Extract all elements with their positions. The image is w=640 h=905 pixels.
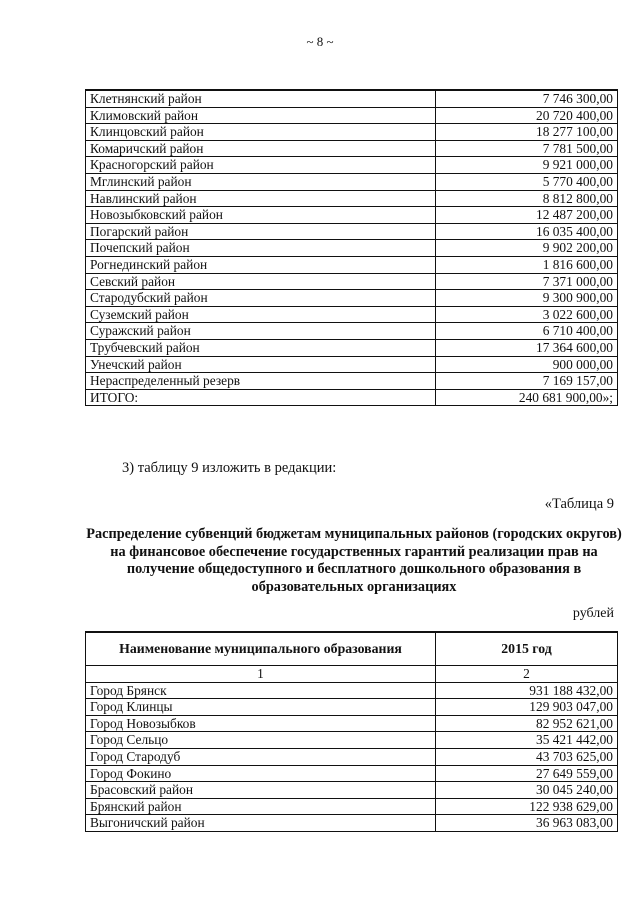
table-row [86, 207, 618, 224]
municipality-name: Навлинский район [86, 190, 436, 207]
column-number-2: 2 [436, 666, 618, 683]
municipality-name: Погарский район [86, 223, 436, 240]
table-row [86, 748, 618, 765]
municipality-name: Рогнединский район [86, 256, 436, 273]
table-row [86, 765, 618, 782]
table2-column-numbers-row [86, 666, 618, 683]
table-row [86, 124, 618, 141]
table-row [86, 782, 618, 799]
municipality-name: Город Новозыбков [86, 715, 436, 732]
table-row [86, 140, 618, 157]
table2-body [86, 682, 618, 831]
amount-value: 35 421 442,00 [436, 732, 618, 749]
amount-value: 17 364 600,00 [436, 339, 618, 356]
table-row [86, 699, 618, 716]
amount-value: 8 812 800,00 [436, 190, 618, 207]
table-row [86, 798, 618, 815]
amount-value: 20 720 400,00 [436, 107, 618, 124]
municipality-name: Суземский район [86, 306, 436, 323]
subvention-table-continued [85, 89, 618, 406]
table-row [86, 90, 618, 107]
amount-value: 7 746 300,00 [436, 90, 618, 107]
municipality-name: Город Стародуб [86, 748, 436, 765]
amount-value: 240 681 900,00»; [436, 389, 618, 406]
amount-value: 3 022 600,00 [436, 306, 618, 323]
table-label: «Таблица 9 [544, 496, 614, 512]
amount-value: 7 371 000,00 [436, 273, 618, 290]
municipality-name: Трубчевский район [86, 339, 436, 356]
amount-value: 9 300 900,00 [436, 290, 618, 307]
subvention-table-9 [85, 631, 618, 832]
amount-value: 16 035 400,00 [436, 223, 618, 240]
unit-label: рублей [572, 606, 614, 621]
municipality-name: Брянский район [86, 798, 436, 815]
table-row [86, 223, 618, 240]
municipality-name: Нераспределенный резерв [86, 373, 436, 390]
municipality-name: Почепский район [86, 240, 436, 257]
municipality-name: Суражский район [86, 323, 436, 340]
header-municipality: Наименование муниципального образования [86, 632, 436, 666]
table-row [86, 107, 618, 124]
amount-value: 82 952 621,00 [436, 715, 618, 732]
table-heading: Распределение субвенций бюджетам муниципальных районов (городских округов) на финансовое обеспечение государственных гарантий реализации прав на получение общедоступного и бесплатного дошкольного образования в образовательных организациях [86, 526, 622, 595]
amount-value: 12 487 200,00 [436, 207, 618, 224]
table-row [86, 173, 618, 190]
municipality-name: Брасовский район [86, 782, 436, 799]
table-row [86, 190, 618, 207]
table-row [86, 682, 618, 699]
amount-value: 18 277 100,00 [436, 124, 618, 141]
table-row [86, 715, 618, 732]
municipality-name: ИТОГО: [86, 389, 436, 406]
amount-value: 1 816 600,00 [436, 256, 618, 273]
column-number-1: 1 [86, 666, 436, 683]
table-row [86, 256, 618, 273]
table-row [86, 339, 618, 356]
municipality-name: Красногорский район [86, 157, 436, 174]
amount-value: 7 169 157,00 [436, 373, 618, 390]
municipality-name: Мглинский район [86, 173, 436, 190]
amount-value: 43 703 625,00 [436, 748, 618, 765]
table-row [86, 389, 618, 406]
amount-value: 6 710 400,00 [436, 323, 618, 340]
municipality-name: Севский район [86, 273, 436, 290]
municipality-name: Город Клинцы [86, 699, 436, 716]
municipality-name: Унечский район [86, 356, 436, 373]
municipality-name: Клинцовский район [86, 124, 436, 141]
amount-value: 9 921 000,00 [436, 157, 618, 174]
amount-value: 9 902 200,00 [436, 240, 618, 257]
amount-value: 129 903 047,00 [436, 699, 618, 716]
municipality-name: Город Сельцо [86, 732, 436, 749]
table2-header-row [86, 632, 618, 666]
table-row [86, 157, 618, 174]
table1-body [86, 90, 618, 406]
municipality-name: Выгоничский район [86, 815, 436, 832]
instruction-text: 3) таблицу 9 изложить в редакции: [122, 460, 337, 476]
municipality-name: Клетнянский район [86, 90, 436, 107]
amount-value: 30 045 240,00 [436, 782, 618, 799]
page-number: ~ 8 ~ [306, 34, 334, 49]
amount-value: 7 781 500,00 [436, 140, 618, 157]
municipality-name: Стародубский район [86, 290, 436, 307]
municipality-name: Город Брянск [86, 682, 436, 699]
municipality-name: Новозыбковский район [86, 207, 436, 224]
amount-value: 27 649 559,00 [436, 765, 618, 782]
table-row [86, 273, 618, 290]
amount-value: 5 770 400,00 [436, 173, 618, 190]
table-row [86, 290, 618, 307]
amount-value: 122 938 629,00 [436, 798, 618, 815]
table-row [86, 240, 618, 257]
municipality-name: Климовский район [86, 107, 436, 124]
amount-value: 931 188 432,00 [436, 682, 618, 699]
header-year: 2015 год [436, 632, 618, 666]
table-row [86, 323, 618, 340]
table-row [86, 306, 618, 323]
table-row [86, 373, 618, 390]
amount-value: 36 963 083,00 [436, 815, 618, 832]
amount-value: 900 000,00 [436, 356, 618, 373]
table-row [86, 732, 618, 749]
table-row [86, 815, 618, 832]
table-row [86, 356, 618, 373]
municipality-name: Комаричский район [86, 140, 436, 157]
municipality-name: Город Фокино [86, 765, 436, 782]
